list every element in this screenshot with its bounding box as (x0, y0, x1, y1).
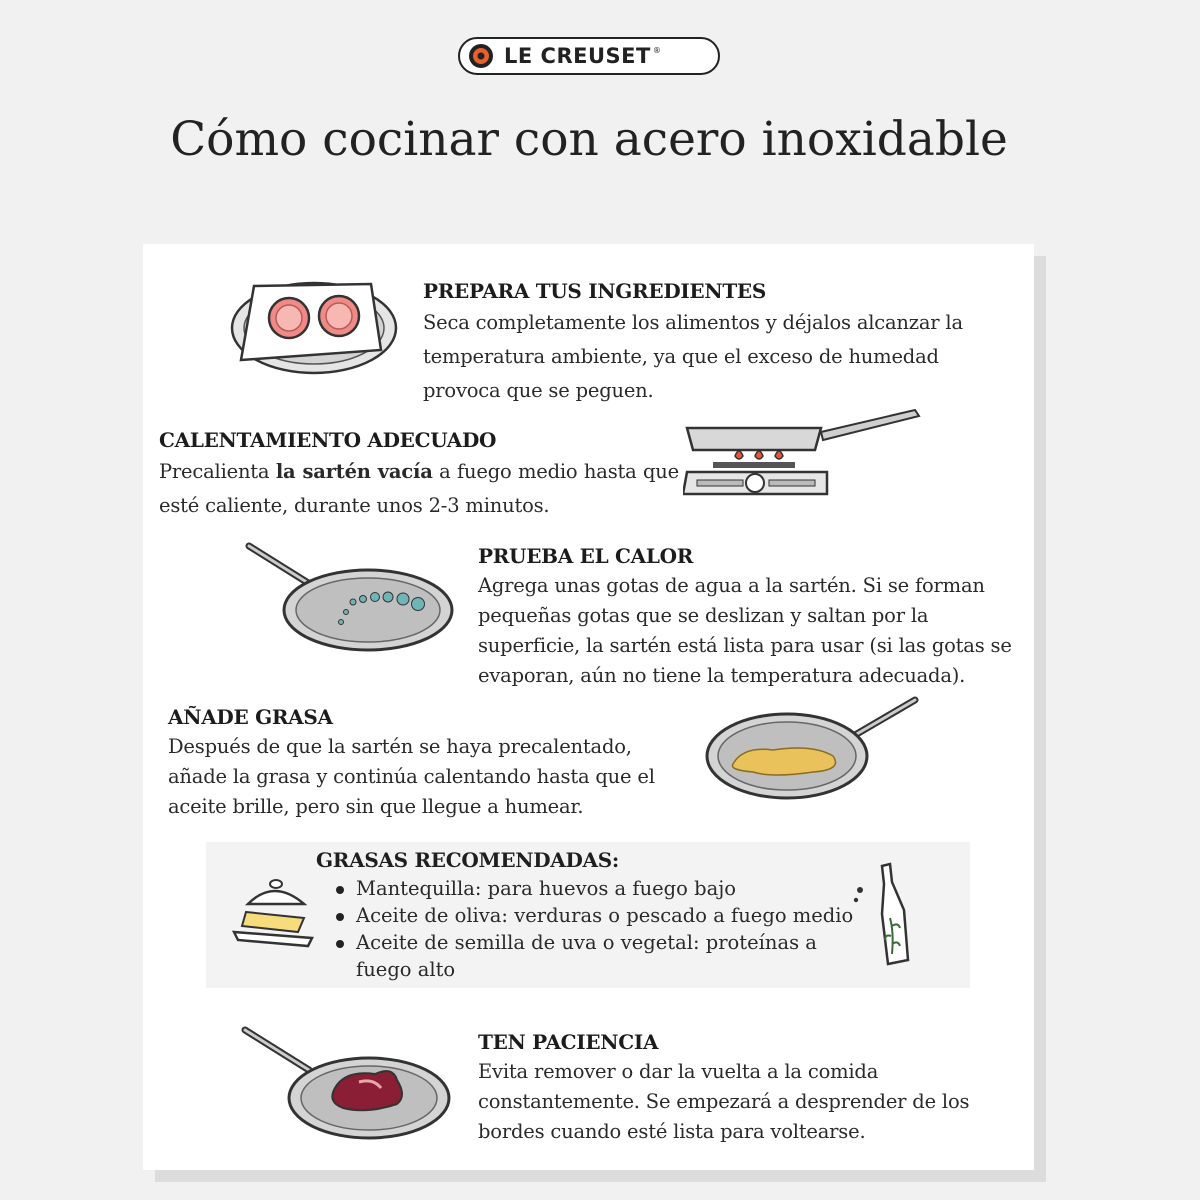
brand-reg-mark: ® (652, 45, 661, 55)
fish-plate-icon (229, 278, 404, 378)
section-body: Agrega unas gotas de agua a la sartén. Si se forman pequeñas gotas que se deslizan y saltan por la superficie, la sartén está lista para usar (si las gotas se evaporan, aún no tiene la temperatura adecuada). (478, 574, 1012, 687)
section-body: Precalienta la sartén vacía a fuego medio hasta que esté caliente, durante unos 2-3 minutos. (159, 460, 679, 517)
butter-dish-icon (232, 874, 322, 954)
brand-logo (458, 37, 720, 75)
section-body: Evita remover o dar la vuelta a la comida constantemente. Se empezará a desprender de los bordes cuando esté lista para voltearse. (478, 1060, 970, 1143)
list-item: Aceite de oliva: verduras o pescado a fuego medio (336, 902, 876, 929)
recommended-fats-list (336, 875, 876, 983)
section-heading: PRUEBA EL CALOR (478, 544, 694, 568)
logo-pot-icon (468, 43, 494, 69)
pan-on-stove-icon (683, 406, 928, 501)
brand-name: LE CREUSET (504, 44, 651, 68)
section-heading: AÑADE GRASA (168, 705, 333, 729)
section-prueba (478, 544, 1028, 691)
recommended-fats-heading: GRASAS RECOMENDADAS: (316, 848, 620, 872)
emphasis-text: la sartén vacía (275, 460, 433, 483)
list-item: Aceite de semilla de uva o vegetal: proteínas a fuego alto (336, 929, 876, 983)
pan-steak-icon (239, 1026, 454, 1141)
olive-oil-bottle-icon (846, 860, 936, 972)
section-anade-grasa (168, 705, 658, 822)
section-ten-paciencia (478, 1030, 1023, 1147)
section-body: Después de que la sartén se haya precalentado, añade la grasa y continúa calentando hasta que el aceite brille, pero sin que llegue a humear. (168, 735, 655, 818)
section-heading: PREPARA TUS INGREDIENTES (423, 279, 767, 303)
pan-water-drops-icon (243, 542, 458, 654)
section-prepara (423, 279, 1013, 408)
section-calentamiento (159, 428, 679, 523)
recommended-fats-box (206, 842, 970, 988)
content-card (143, 244, 1034, 1170)
page-title: Cómo cocinar con acero inoxidable (170, 112, 1008, 167)
pan-oil-icon (703, 694, 923, 806)
list-item: Mantequilla: para huevos a fuego bajo (336, 875, 876, 902)
section-heading: TEN PACIENCIA (478, 1030, 659, 1054)
section-body: Seca completamente los alimentos y déjalos alcanzar la temperatura ambiente, ya que el exceso de humedad provoca que se peguen. (423, 311, 963, 402)
section-heading: CALENTAMIENTO ADECUADO (159, 428, 497, 452)
